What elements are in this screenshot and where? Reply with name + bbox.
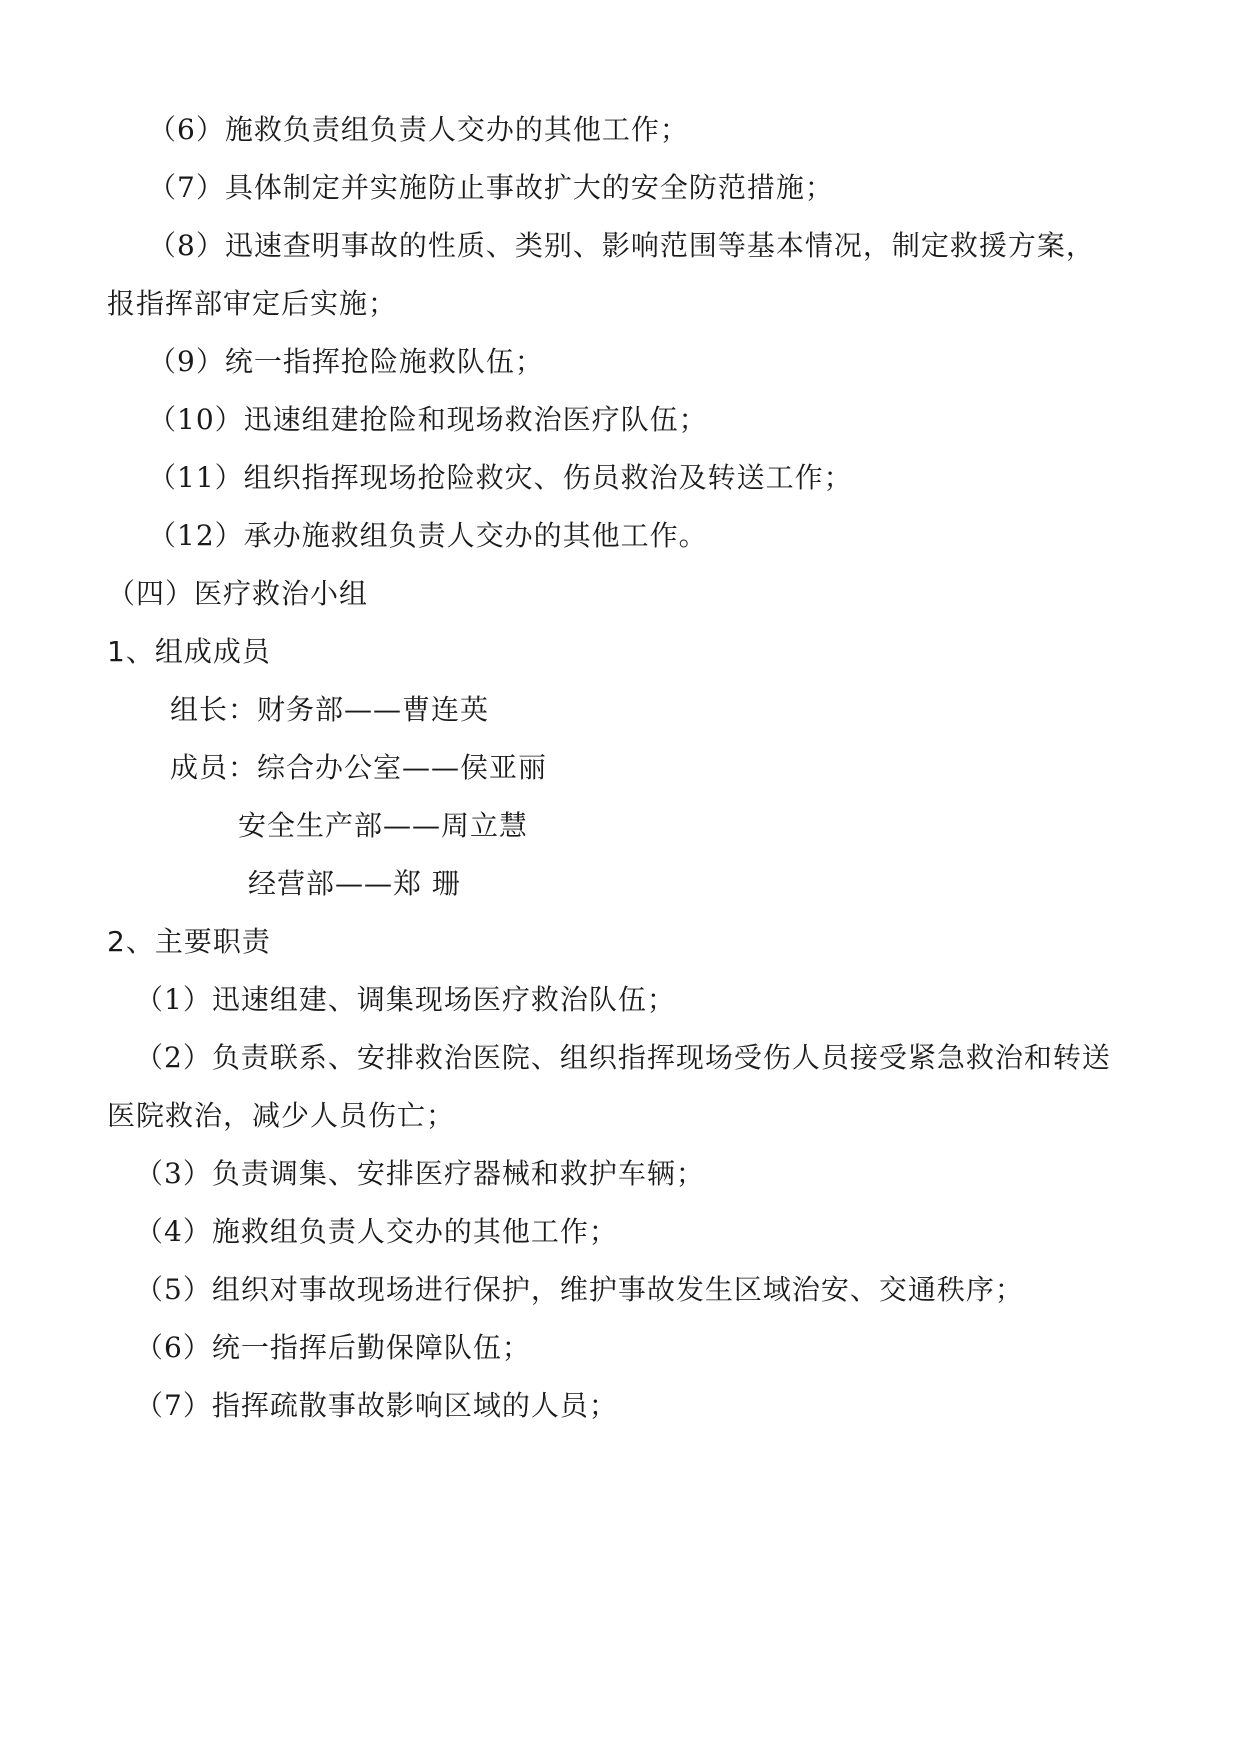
duty-item-2: （2）负责联系、安排救治医院、组织指挥现场受伤人员接受紧急救治和转送 xyxy=(135,1041,1111,1074)
paragraph-item-11: （11）组织指挥现场抢险救灾、伤员救治及转送工作； xyxy=(148,461,853,494)
paragraph-item-7: （7）具体制定并实施防止事故扩大的安全防范措施； xyxy=(148,171,834,204)
duty-item-4: （4）施救组负责人交办的其他工作； xyxy=(135,1215,618,1248)
duty-item-2-continued: 医院救治，减少人员伤亡； xyxy=(107,1099,456,1132)
members-heading: 1、组成成员 xyxy=(107,635,271,668)
paragraph-item-12: （12）承办施救组负责人交办的其他工作。 xyxy=(148,519,708,552)
duty-item-6: （6）统一指挥后勤保障队伍； xyxy=(135,1331,531,1364)
section-title-medical-team: （四）医疗救治小组 xyxy=(107,577,369,610)
duty-item-7: （7）指挥疏散事故影响区域的人员； xyxy=(135,1389,618,1422)
team-member: 成员：综合办公室——侯亚丽 xyxy=(170,751,548,784)
duty-item-3: （3）负责调集、安排医疗器械和救护车辆； xyxy=(135,1157,705,1190)
duty-item-1: （1）迅速组建、调集现场医疗救治队伍； xyxy=(135,983,676,1016)
paragraph-item-6: （6）施救负责组负责人交办的其他工作； xyxy=(148,113,689,146)
team-member: 经营部——郑 珊 xyxy=(248,867,461,900)
team-member: 安全生产部——周立慧 xyxy=(238,809,529,842)
paragraph-item-10: （10）迅速组建抢险和现场救治医疗队伍； xyxy=(148,403,708,436)
duties-heading: 2、主要职责 xyxy=(107,925,271,958)
duty-item-5: （5）组织对事故现场进行保护，维护事故发生区域治安、交通秩序； xyxy=(135,1273,1024,1306)
paragraph-item-8: （8）迅速查明事故的性质、类别、影响范围等基本情况，制定救援方案， xyxy=(148,229,1095,262)
paragraph-item-9: （9）统一指挥抢险施救队伍； xyxy=(148,345,544,378)
paragraph-item-8-continued: 报指挥部审定后实施； xyxy=(107,287,398,320)
team-leader: 组长：财务部——曹连英 xyxy=(170,693,490,726)
